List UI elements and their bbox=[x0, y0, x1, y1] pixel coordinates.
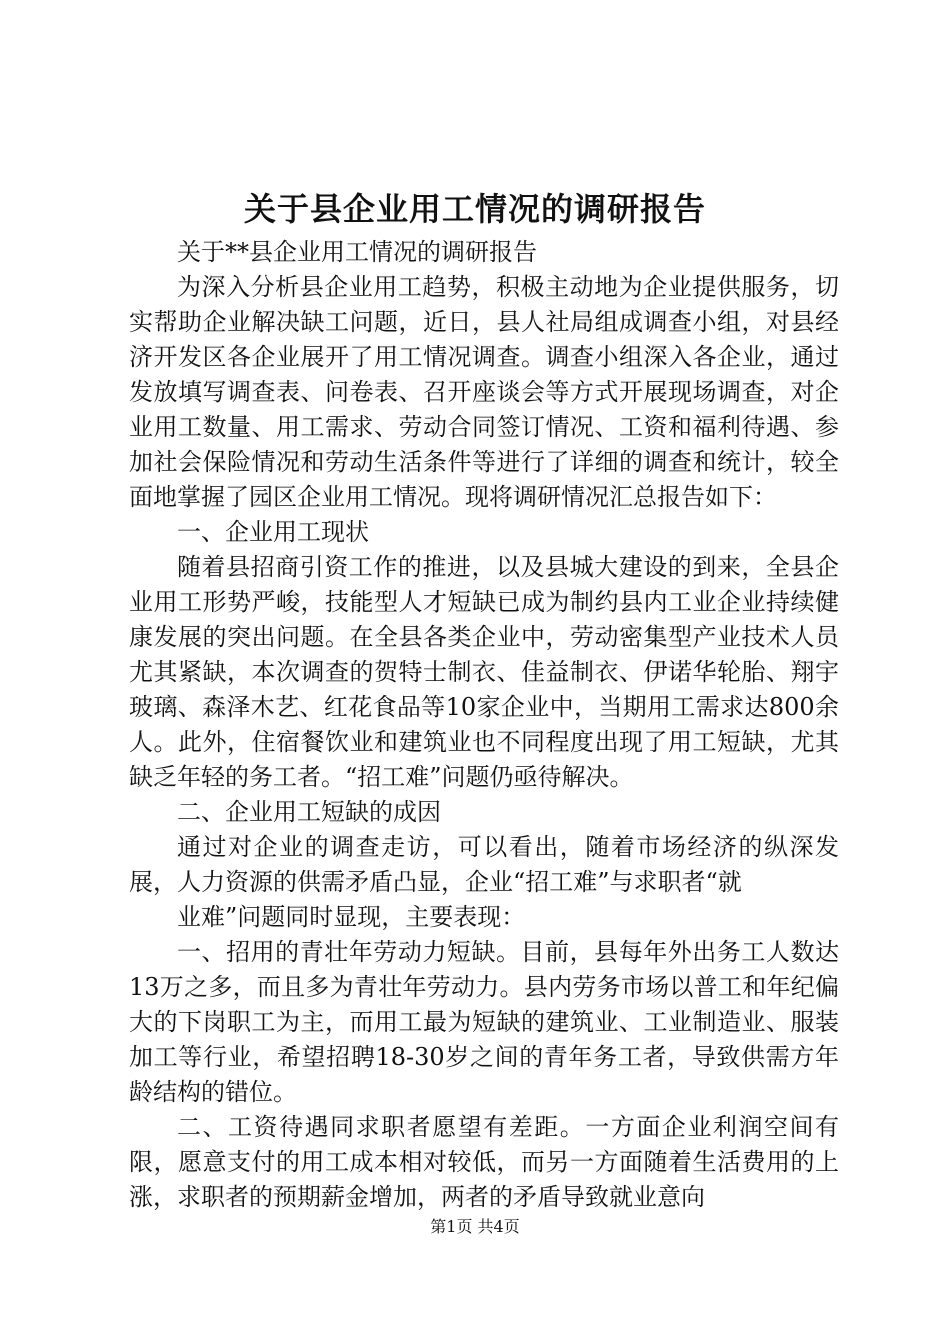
section-heading-1: 一、企业用工现状 bbox=[177, 518, 369, 546]
document-body bbox=[129, 235, 839, 1215]
paragraph-intro: 为深入分析县企业用工趋势，积极主动地为企业提供服务，切实帮助企业解决缺工问题，近日，县人社局组成调查小组，对县经济开发区各企业展开了用工情况调查。调查小组深入各企业，通过发放填写调查表、问卷表、召开座谈会等方式开展现场调查，对企业用工数量、用工需求、劳动合同签订情况、工资和福利待遇、参加社会保险情况和劳动生活条件等进行了详细的调查和统计，较全面地掌握了园区企业用工情况。现将调研情况汇总报告如下： bbox=[129, 273, 839, 511]
paragraph-status: 随着县招商引资工作的推进，以及县城大建设的到来，全县企业用工形势严峻，技能型人才短缺已成为制约县内工业企业持续健康发展的突出问题。在全县各类企业中，劳动密集型产业技术人员尤其紧缺，本次调查的贺特士制衣、佳益制衣、伊诺华轮胎、翔宇玻璃、森泽木艺、红花食品等10家企业中，当期用工需求达800余人。此外，住宿餐饮业和建筑业也不同程度出现了用工短缺，尤其缺乏年轻的务工者。“招工难”问题仍亟待解决。 bbox=[129, 553, 839, 791]
paragraph-causes-continued: 业难”问题同时显现，主要表现： bbox=[177, 903, 526, 931]
paragraph-point-2: 二、工资待遇同求职者愿望有差距。一方面企业利润空间有限，愿意支付的用工成本相对较低，而另一方面随着生活费用的上涨，求职者的预期薪金增加，两者的矛盾导致就业意向 bbox=[129, 1113, 839, 1211]
paragraph-causes: 通过对企业的调查走访，可以看出，随着市场经济的纵深发展，人力资源的供需矛盾凸显，企业“招工难”与求职者“就 bbox=[129, 833, 839, 896]
paragraph-point-1: 一、招用的青壮年劳动力短缺。目前，县每年外出务工人数达13万之多，而且多为青壮年劳动力。县内劳务市场以普工和年纪偏大的下岗职工为主，而用工最为短缺的建筑业、工业制造业、服装加工等行业，希望招聘18-30岁之间的青年务工者，导致供需方年龄结构的错位。 bbox=[129, 938, 839, 1106]
page-footer: 第1页 共4页 bbox=[430, 1217, 520, 1236]
section-heading-2: 二、企业用工短缺的成因 bbox=[177, 798, 441, 826]
document-title: 关于县企业用工情况的调研报告 bbox=[243, 190, 706, 228]
paragraph-subtitle: 关于**县企业用工情况的调研报告 bbox=[177, 238, 537, 266]
